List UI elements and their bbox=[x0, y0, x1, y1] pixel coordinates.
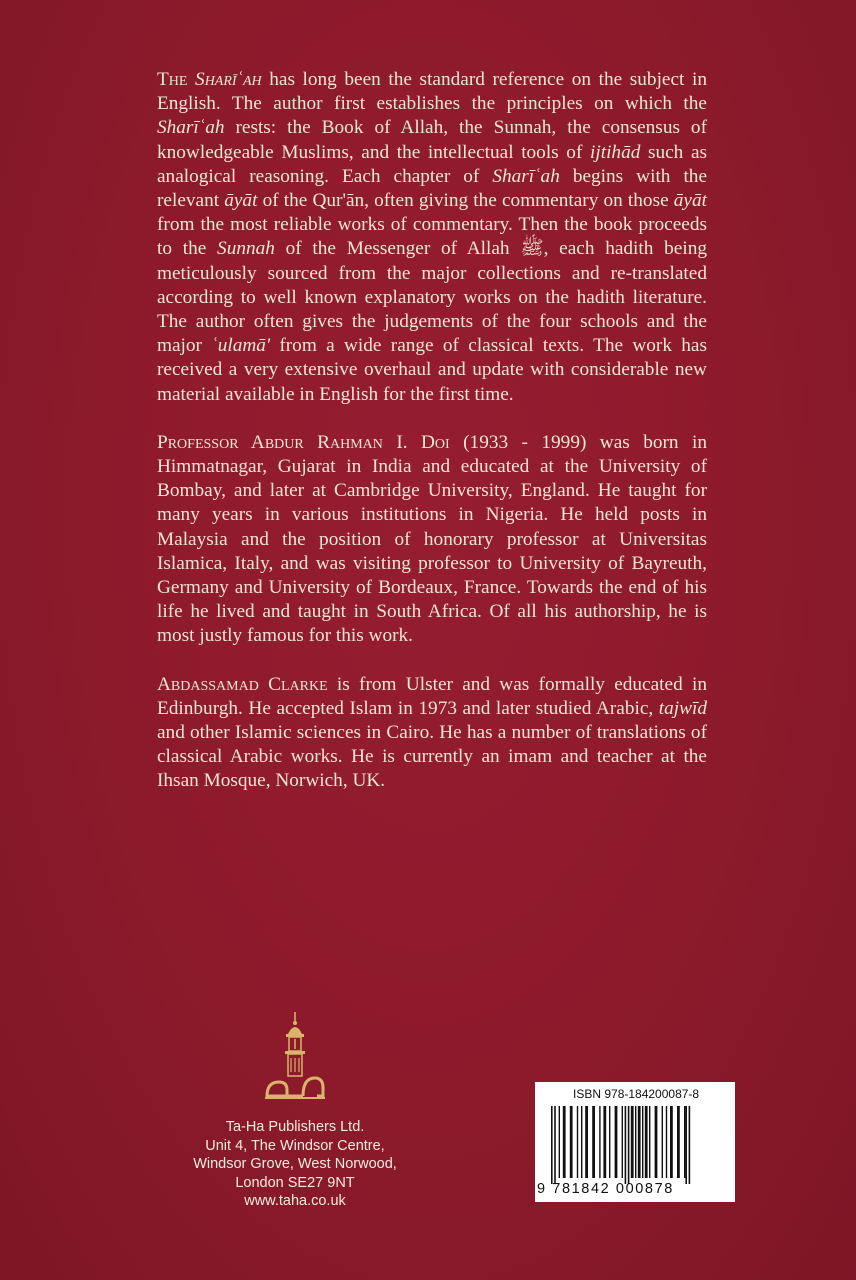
barcode-bar bbox=[625, 1106, 627, 1184]
barcode-bar bbox=[599, 1106, 600, 1178]
text-run: of the Messenger of Allah ﷺ, each hadith being meticulously sourced from the major collections and re-translated according to well known explanatory works on the hadith literature. The author often gives the judgements of the four schools and the major bbox=[157, 238, 707, 357]
barcode-bar bbox=[609, 1106, 610, 1178]
text-run: begins with the relevant bbox=[157, 165, 708, 212]
blurb-paragraph-translator bbox=[157, 673, 707, 794]
publisher-name: Ta-Ha Publishers Ltd. bbox=[225, 1119, 365, 1135]
barcode-bar bbox=[684, 1106, 685, 1178]
publisher-address-line-2: Windsor Grove, West Norwood, bbox=[193, 1156, 397, 1173]
barcode-bar bbox=[622, 1106, 623, 1178]
text-run: is from Ulster and was formally educated in Edinburgh. He accepted Islam in 1973 and later studied Arabic, bbox=[157, 673, 708, 719]
text-run: such as analogical reasoning. Each chapter of bbox=[157, 141, 708, 187]
text-run: ʿulamā' bbox=[211, 335, 271, 357]
minaret-logo-icon bbox=[263, 1012, 327, 1102]
barcode-bar bbox=[603, 1106, 606, 1178]
barcode-bar bbox=[638, 1106, 641, 1178]
text-run: Sunnah bbox=[217, 238, 275, 260]
barcode-bar bbox=[689, 1106, 691, 1184]
barcode-bar bbox=[642, 1106, 643, 1178]
barcode-bar bbox=[685, 1106, 687, 1184]
barcode-bar bbox=[585, 1106, 588, 1178]
barcode-bar bbox=[563, 1106, 566, 1178]
publisher-address-line-3: London SE27 9NT bbox=[235, 1174, 355, 1191]
barcode-bar bbox=[570, 1106, 573, 1178]
barcode-bar bbox=[670, 1106, 673, 1178]
text-run: and other Islamic sciences in Cairo. He has a number of translations of classical Arabic works. He is currently an imam and teacher at the Ihsan Mosque, Norwich, UK. bbox=[157, 722, 707, 792]
barcode-bar bbox=[655, 1106, 658, 1178]
barcode-bar bbox=[559, 1106, 560, 1178]
barcode-bar bbox=[577, 1106, 578, 1178]
text-run: tajwīd bbox=[658, 697, 707, 719]
publisher-address bbox=[130, 1118, 460, 1211]
barcode-bar bbox=[551, 1106, 553, 1184]
barcode-digits: 9 781842 000878 bbox=[537, 1181, 674, 1197]
publisher-website: www.taha.co.uk bbox=[244, 1193, 346, 1210]
barcode-bar bbox=[592, 1106, 595, 1178]
isbn-label: ISBN 978-184200087-8 bbox=[573, 1087, 700, 1101]
barcode-bar bbox=[635, 1106, 636, 1178]
isbn-barcode bbox=[535, 1082, 735, 1202]
text-run: Sharīʿah bbox=[492, 165, 560, 187]
text-run: ijtihād bbox=[590, 141, 641, 163]
text-run: Abdassamad Clarke bbox=[157, 673, 328, 695]
text-run: Sharīʿah bbox=[157, 117, 225, 139]
barcode-bar bbox=[649, 1106, 650, 1178]
barcode-bar bbox=[666, 1106, 667, 1178]
barcode-bar bbox=[628, 1106, 630, 1184]
blurb-text bbox=[157, 68, 707, 818]
text-run: āyāt bbox=[224, 190, 258, 212]
text-run: rests: the Book of Allah, the Sunnah, the consensus of knowledgeable Muslims, and the intellectual tools of bbox=[157, 117, 707, 163]
barcode-bar bbox=[615, 1106, 618, 1178]
publisher-address-line-1: Unit 4, The Windsor Centre, bbox=[205, 1137, 385, 1154]
text-run: from a wide range of classical texts. The work has received a very extensive overhaul and update with considerable new material available in English for the first time. bbox=[157, 335, 707, 405]
text-run: has long been the standard reference on the subject in English. The author first establishes the principles on which the bbox=[157, 69, 707, 115]
text-run: from the most reliable works of commentary. Then the book proceeds to the bbox=[157, 214, 707, 260]
text-run: The bbox=[157, 69, 196, 90]
barcode-bar bbox=[645, 1106, 648, 1178]
blurb-paragraph-author bbox=[157, 431, 707, 649]
text-run: Professor Abdur Rahman I. Doi bbox=[157, 431, 450, 453]
text-run: (1933 - 1999) was born in Himmatnagar, Gujarat in India and educated at the University of Bombay, and later at Cambridge University, England. He taught for many years in various institutions in Nigeria. He held posts in Malaysia and the position of honorary professor at Universitas Islamica, Italy, and was visiting professor to University of Bayreuth, Germany and University of Bordeaux, France. Towards the end of his life he lived and taught in South Africa. Of all his authorship, he is most justly famous for this work. bbox=[157, 431, 707, 647]
text-run: of the Qur'ān, often giving the commentary on those bbox=[257, 190, 674, 212]
blurb-paragraph-book bbox=[157, 68, 707, 407]
barcode-bar bbox=[581, 1106, 582, 1178]
barcode-bar bbox=[662, 1106, 663, 1178]
barcode-bar bbox=[677, 1106, 680, 1178]
barcode-bar bbox=[554, 1106, 556, 1184]
text-run: Sharīʿah bbox=[195, 69, 262, 90]
barcode-bar bbox=[631, 1106, 634, 1178]
text-run: āyāt bbox=[673, 190, 707, 212]
